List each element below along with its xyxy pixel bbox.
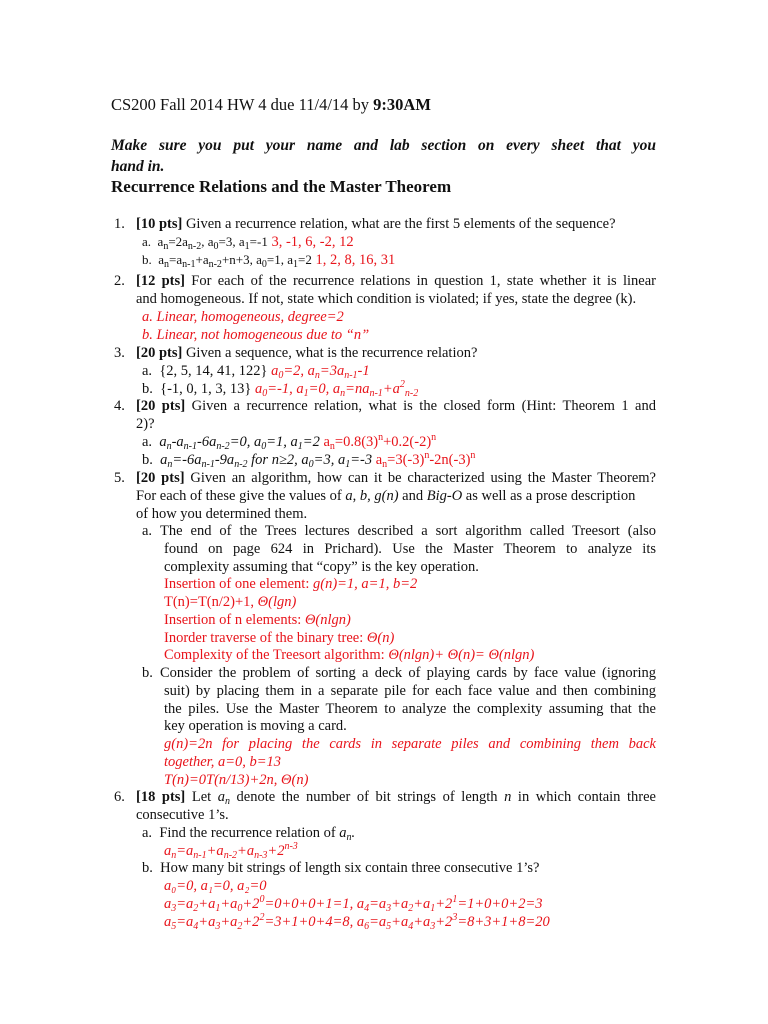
q5-a-answer-1: Insertion of one element: g(n)=1, a=1, b=2 bbox=[164, 576, 418, 592]
q4-a-answer: $a_n=0.8(3)^n+0.2(-2)^n$ bbox=[323, 432, 437, 452]
q4-part-b: b. $a_n=-6a_{n-1}-9a_{n-2}$ for n≥2, $a_0=3$, $a_1=-3$ $a_n=3(-3)^n-2n(-3)^n$ bbox=[142, 450, 476, 470]
q5-b-answer-3: T(n)=0T(n/13)+2n, Θ(n) bbox=[164, 772, 309, 788]
q5-a-answer-4: Inorder traverse of the binary tree: Θ(n) bbox=[164, 630, 395, 646]
q5-b-answer-1: g(n)=2n for placing the cards in separate piles and combining them back bbox=[164, 736, 656, 752]
page-title: CS200 Fall 2014 HW 4 due 11/4/14 by 9:30AM bbox=[111, 95, 431, 114]
q5-number: 5. bbox=[114, 470, 125, 486]
q1-b-answer: 1, 2, 8, 16, 31 bbox=[311, 252, 396, 268]
q5-a-line-3: complexity assuming that “copy” is the key operation. bbox=[164, 559, 479, 575]
q6-b-answer-3: $a_5=a_4+a_3+a_2+2^2=3+1+0+4=8$, $a_6=a_5+a_4+a_3+2^3=8+3+1+8=20$ bbox=[164, 912, 550, 932]
section-title: Recurrence Relations and the Master Theorem bbox=[111, 177, 452, 196]
q2-line-1: [12 pts] For each of the recurrence relations in question 1, state whether it is linear bbox=[136, 273, 656, 289]
q1-text: [10 pts] Given a recurrence relation, what are the first 5 elements of the sequence? bbox=[136, 216, 616, 232]
q3-part-a: a. {2, 5, 14, 41, 122} $a_0=2$, $a_n=3a_{n-1}-1$ bbox=[142, 363, 370, 381]
q3-number: 3. bbox=[114, 345, 125, 361]
warning-line-1: Make sure you put your name and lab section on every sheet that you bbox=[111, 137, 656, 154]
q1-number: 1. bbox=[114, 216, 125, 232]
q5-line-1: [20 pts] Given an algorithm, how can it be characterized using the Master Theorem? bbox=[136, 470, 656, 486]
q3-a-answer: $a_0=2$, $a_n=3a_{n-1}-1$ bbox=[271, 363, 370, 381]
q6-line-2: consecutive 1’s. bbox=[136, 807, 229, 823]
q5-line-3: of how you determined them. bbox=[136, 506, 308, 522]
q3-b-answer: $a_0=-1$, $a_1=0$, $a_n=na_{n-1}+a^2_{n-2}$ bbox=[255, 379, 419, 399]
q6-a-answer: $a_n=a_{n-1}+a_{n-2}+a_{n-3}+2^{n-3}$ bbox=[164, 841, 298, 861]
q5-b-line-3: the piles. Use the Master Theorem to analyze the complexity assuming that the bbox=[164, 701, 656, 717]
q6-line-1: [18 pts] Let $a_n$ denote the number of bit strings of length n in which contain three bbox=[136, 789, 656, 807]
q5-b-line-1: Consider the problem of sorting a deck of playing cards by face value (ignoring bbox=[160, 665, 656, 681]
q4-b-answer: $a_n=3(-3)^n-2n(-3)^n$ bbox=[375, 450, 476, 470]
q2-answer-a: a. Linear, homogeneous, degree=2 bbox=[142, 309, 344, 325]
q1-part-a: a. $a_n=2a_{n-2}$, $a_0=3$, $a_1=-1$ 3, -1, 6, -2, 12 bbox=[142, 234, 354, 252]
q2-number: 2. bbox=[114, 273, 125, 289]
q5-line-2: For each of these give the values of a, b, g(n) and Big-O as well as a prose description bbox=[136, 488, 636, 504]
q5-b-line-2: suit) by placing them in a separate pile for each face value and then combining bbox=[164, 683, 656, 699]
q4-number: 4. bbox=[114, 398, 125, 414]
q5-a-answer-2: T(n)=T(n/2)+1, Θ(lgn) bbox=[164, 594, 297, 610]
q5-a-label: a. bbox=[142, 523, 153, 539]
q1-a-answer: 3, -1, 6, -2, 12 bbox=[267, 234, 354, 250]
q6-number: 6. bbox=[114, 789, 125, 805]
q6-b-answer-1: a₀=0, a₁=0, a₂=0 bbox=[164, 878, 267, 894]
q5-a-answer-3: Insertion of n elements: Θ(nlgn) bbox=[164, 612, 351, 628]
q5-b-label: b. bbox=[142, 665, 153, 681]
q5-b-line-4: key operation is moving a card. bbox=[164, 718, 347, 734]
q4-line-2: 2)? bbox=[136, 416, 155, 432]
warning-line-2: hand in. bbox=[111, 158, 165, 175]
q5-b-answer-2: together, a=0, b=13 bbox=[164, 754, 282, 770]
q4-part-a: a. $a_n-a_{n-1}-6a_{n-2}=0$, $a_0=1$, $a_1=2$ $a_n=0.8(3)^n+0.2(-2)^n$ bbox=[142, 432, 437, 452]
q6-b-answer-2: $a_3=a_2+a_1+a_0+2^0=0+0+0+1=1$, $a_4=a_3+a_2+a_1+2^1=1+0+0+2=3$ bbox=[164, 894, 543, 914]
q3-part-b: b. {-1, 0, 1, 3, 13} $a_0=-1$, $a_1=0$, $a_n=na_{n-1}+a^2_{n-2}$ bbox=[142, 379, 419, 399]
q2-answer-b: b. Linear, not homogeneous due to “n” bbox=[142, 327, 370, 343]
q6-part-a: a. Find the recurrence relation of $a_n$. bbox=[142, 825, 356, 843]
q5-a-answer-5: Complexity of the Treesort algorithm: Θ(nlgn)+ Θ(n)= Θ(nlgn) bbox=[164, 647, 535, 663]
q2-line-2: and homogeneous. If not, state which condition is violated; if yes, state the degree (k). bbox=[136, 291, 637, 307]
q6-part-b: b. How many bit strings of length six contain three consecutive 1’s? bbox=[142, 860, 540, 876]
q4-line-1: [20 pts] Given a recurrence relation, what is the closed form (Hint: Theorem 1 and bbox=[136, 398, 656, 414]
q5-a-line-1: The end of the Trees lectures described a sort algorithm called Treesort (also bbox=[160, 523, 656, 539]
q5-a-line-2: found on page 624 in Prichard). Use the Master Theorem to analyze its bbox=[164, 541, 656, 557]
due-time: 9:30AM bbox=[373, 95, 431, 114]
q3-text: [20 pts] Given a sequence, what is the recurrence relation? bbox=[136, 345, 478, 361]
q1-part-b: b. $a_n=a_{n-1}+a_{n-2}+n+3$, $a_0=1$, $a_1=2$ 1, 2, 8, 16, 31 bbox=[142, 252, 396, 270]
